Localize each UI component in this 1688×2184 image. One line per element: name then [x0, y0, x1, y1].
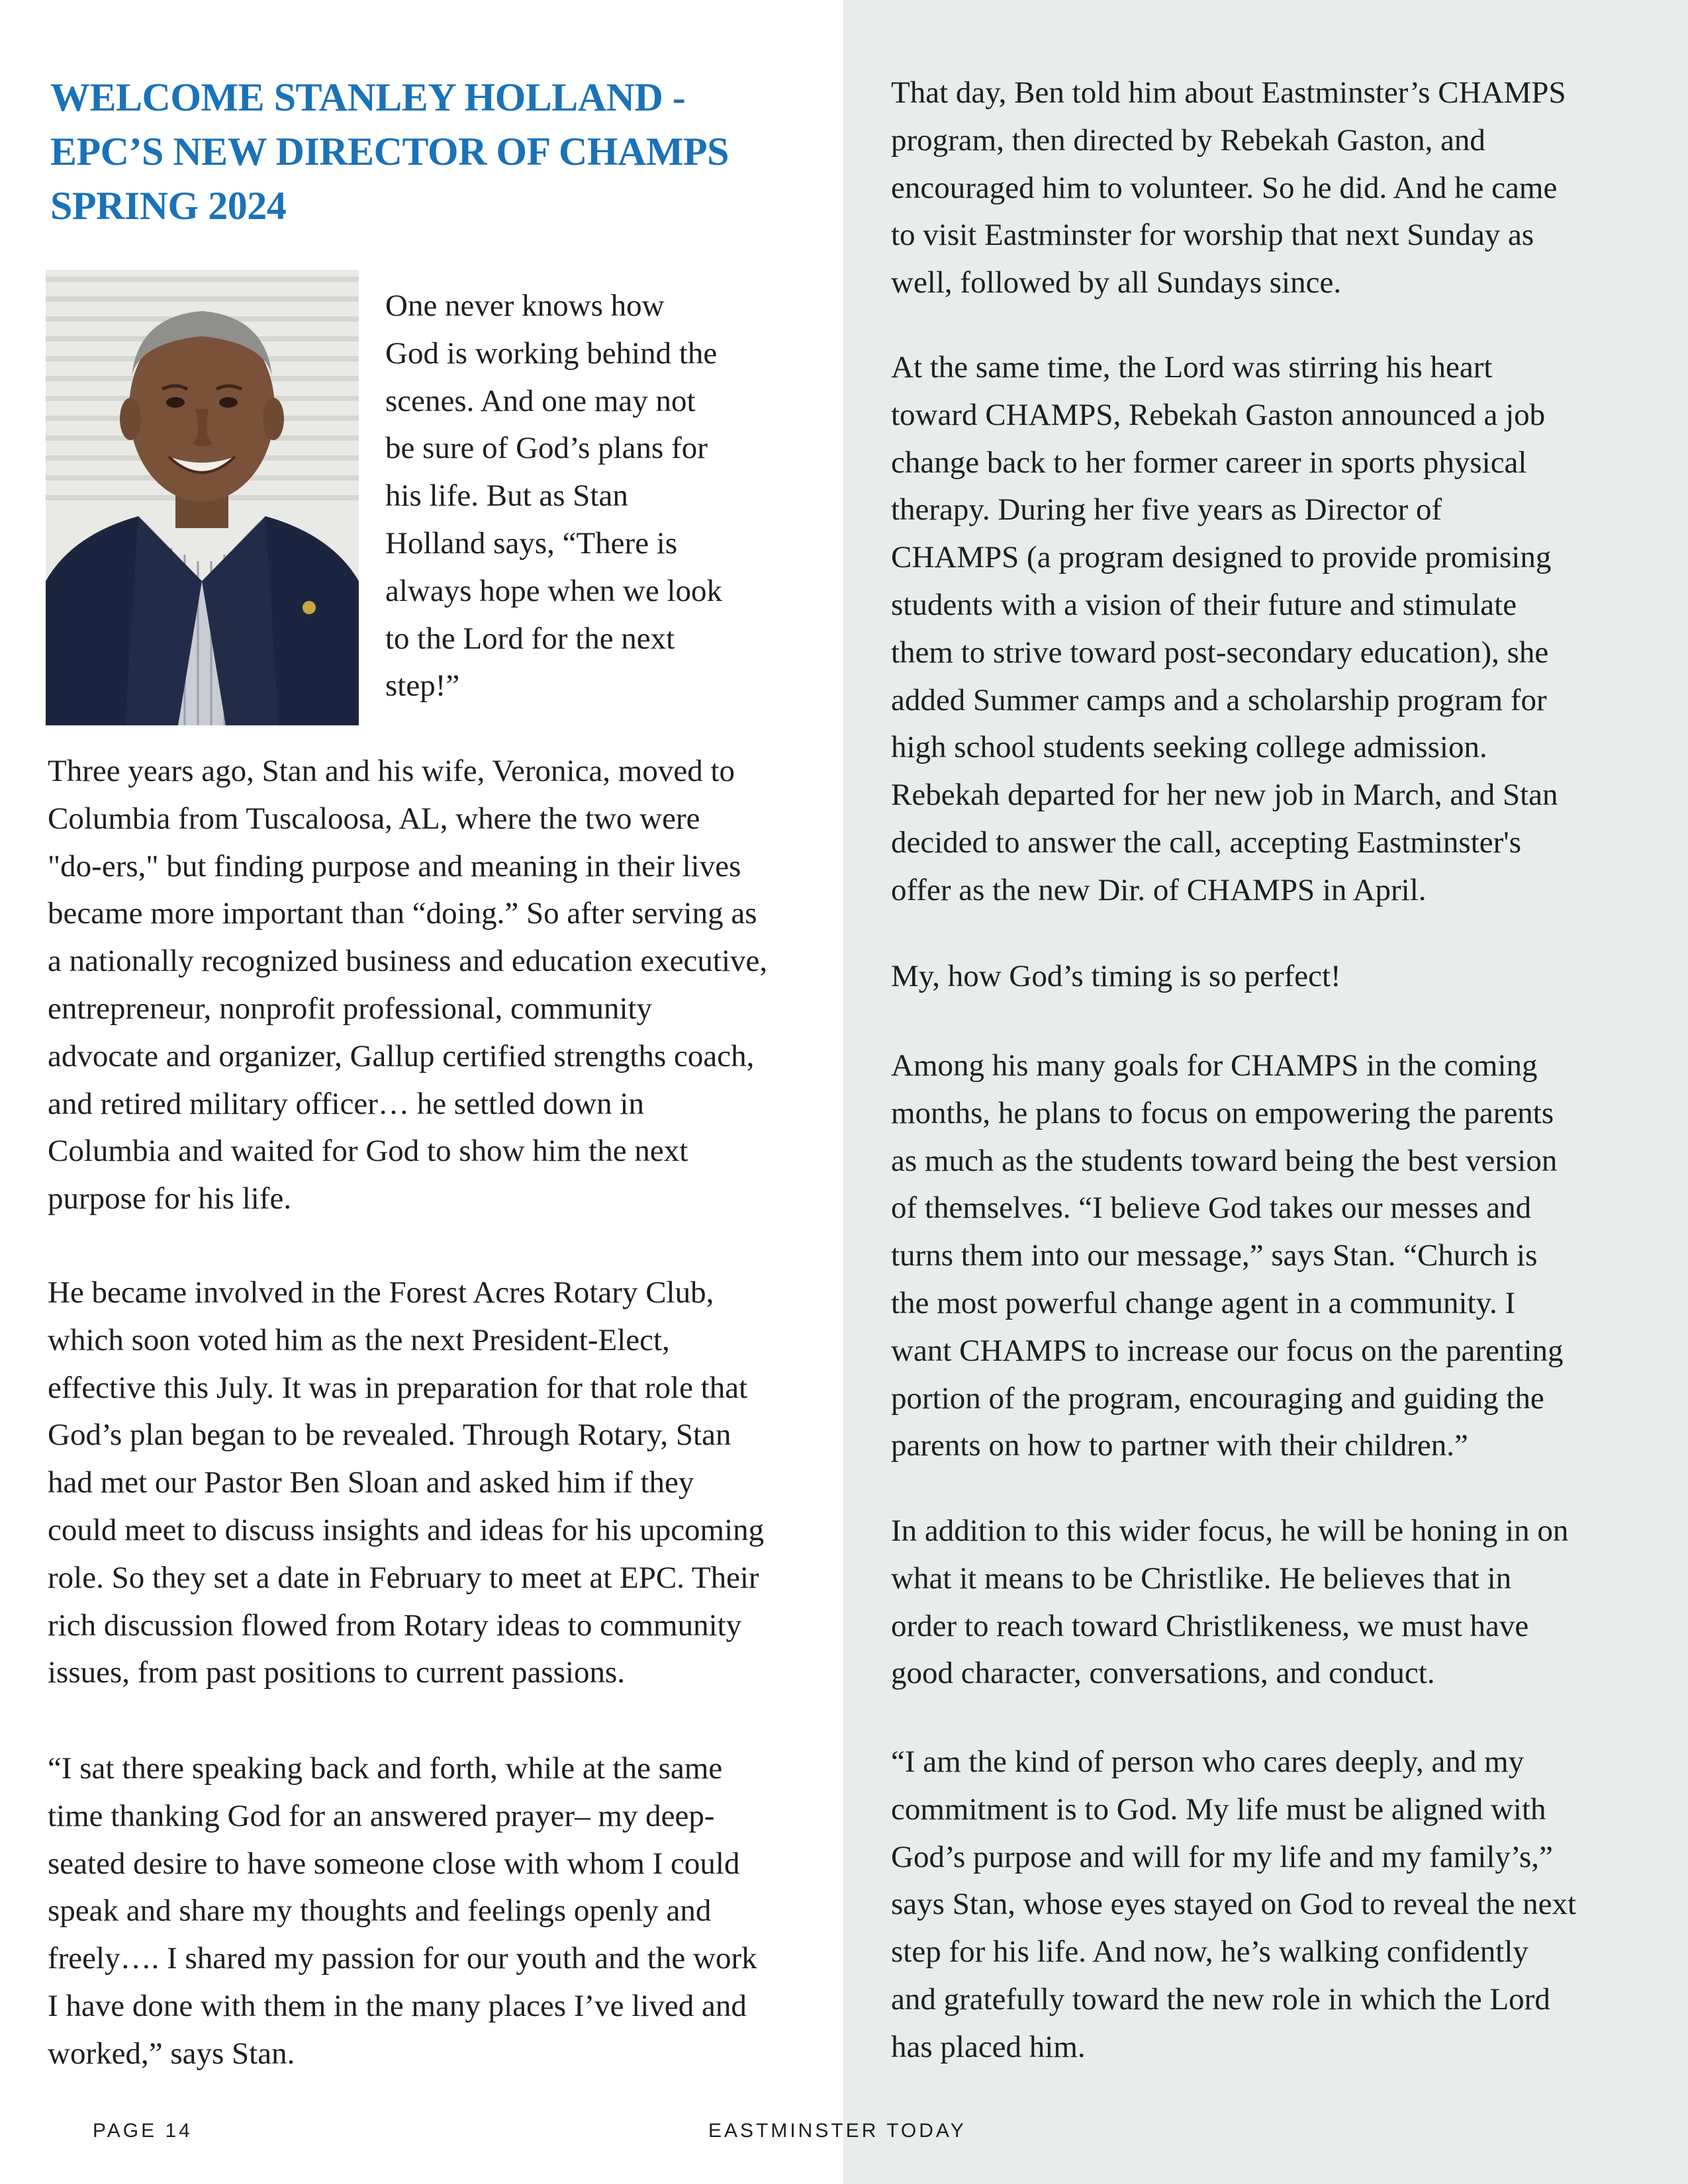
publication-name: EASTMINSTER TODAY: [708, 2120, 966, 2142]
text-line: God is working behind the: [385, 336, 718, 371]
headline-line: SPRING 2024: [50, 184, 287, 228]
text-line: Holland says, “There is: [385, 525, 678, 561]
text-line: worked,” says Stan.: [48, 2036, 295, 2071]
text-line: toward CHAMPS, Rebekah Gaston announced a job: [891, 397, 1546, 432]
text-line: I have done with them in the many places I’ve lived and: [48, 1988, 747, 2023]
text-line: well, followed by all Sundays since.: [891, 265, 1342, 300]
text-line: In addition to this wider focus, he will be honing in on: [891, 1514, 1569, 1548]
text-line: offer as the new Dir. of CHAMPS in April.: [891, 872, 1427, 907]
text-line: Among his many goals for CHAMPS in the coming: [891, 1048, 1538, 1083]
text-line: change back to her former career in sports physical: [891, 445, 1527, 480]
text-line: be sure of God’s plans for: [385, 431, 708, 466]
text-line: Columbia from Tuscaloosa, AL, where the two were: [48, 801, 700, 836]
text-line: scenes. And one may not: [385, 383, 696, 418]
article-headline: [50, 70, 798, 233]
intro-paragraph: [385, 283, 809, 710]
text-line: the most powerful change agent in a community. I: [891, 1285, 1516, 1320]
text-line: order to reach toward Christlikeness, we must have: [891, 1608, 1529, 1643]
paragraph-ben-told-him: [891, 69, 1659, 307]
text-line: what it means to be Christlike. He believes that in: [891, 1561, 1512, 1596]
text-line: step for his life. And now, he’s walking confidently: [891, 1934, 1528, 1970]
text-line: At the same time, the Lord was stirring his heart: [891, 350, 1493, 385]
text-line: of themselves. “I believe God takes our messes and: [891, 1191, 1532, 1226]
text-line: time thanking God for an answered prayer– my deep-: [48, 1798, 715, 1833]
text-line: seated desire to have someone close with whom I could: [48, 1846, 740, 1881]
text-line: freely…. I shared my passion for our youth and the work: [48, 1941, 757, 1976]
text-line: good character, conversations, and conduct.: [891, 1656, 1435, 1691]
text-line: “I am the kind of person who cares deeply, and my: [891, 1745, 1524, 1779]
paragraph-christlike: [891, 1508, 1659, 1698]
text-line: months, he plans to focus on empowering the parents: [891, 1095, 1554, 1130]
text-line: God’s plan began to be revealed. Through Rotary, Stan: [48, 1418, 731, 1453]
page-number: PAGE 14: [93, 2120, 193, 2142]
text-line: to visit Eastminster for worship that next Sunday as: [891, 218, 1534, 253]
text-line: always hope when we look: [385, 573, 723, 608]
paragraph-goals-for-champs: [891, 1042, 1659, 1470]
text-line: them to strive toward post-secondary education), she: [891, 635, 1549, 670]
text-line: added Summer camps and a scholarship program for: [891, 682, 1547, 717]
text-line: could meet to discuss insights and ideas for his upcoming: [48, 1512, 765, 1547]
text-line: portion of the program, encouraging and guiding the: [891, 1381, 1544, 1416]
text-line: therapy. During her five years as Director of: [891, 492, 1442, 527]
text-line: role. So they set a date in February to meet at EPC. Their: [48, 1560, 759, 1595]
text-line: as much as the students toward being the best version: [891, 1143, 1558, 1178]
text-line: and gratefully toward the new role in which the Lord: [891, 1981, 1550, 2017]
text-line: had met our Pastor Ben Sloan and asked him if they: [48, 1465, 694, 1500]
text-line: effective this July. It was in preparation for that role that: [48, 1370, 748, 1405]
text-line: which soon voted him as the next President-Elect,: [48, 1322, 670, 1357]
text-line: his life. But as Stan: [385, 478, 628, 514]
text-line: parents on how to partner with their children.”: [891, 1428, 1468, 1463]
text-line: rich discussion flowed from Rotary ideas to community: [48, 1608, 742, 1643]
text-line: commitment is to God. My life must be aligned with: [891, 1792, 1546, 1827]
text-line: Three years ago, Stan and his wife, Veronica, moved to: [48, 754, 735, 788]
text-line: to the Lord for the next: [385, 621, 675, 656]
paragraph-gods-timing: [891, 953, 1659, 1001]
text-line: “I sat there speaking back and forth, while at the same: [48, 1751, 723, 1786]
text-line: speak and share my thoughts and feelings openly and: [48, 1893, 712, 1929]
headline-line: EPC’S NEW DIRECTOR OF CHAMPS: [50, 130, 729, 173]
text-line: became more important than “doing.” So after serving as: [48, 896, 757, 931]
text-line: issues, from past positions to current passions.: [48, 1655, 626, 1690]
text-line: says Stan, whose eyes stayed on God to reveal the next: [891, 1887, 1577, 1922]
paragraph-quote-answered-prayer: [48, 1745, 809, 2078]
text-line: has placed him.: [891, 2029, 1086, 2064]
text-line: step!”: [385, 668, 460, 704]
text-line: encouraged him to volunteer. So he did. And he came: [891, 170, 1558, 205]
text-line: entrepreneur, nonprofit professional, community: [48, 991, 653, 1026]
text-line: God’s purpose and will for my life and my family’s,”: [891, 1839, 1553, 1874]
text-line: turns them into our message,” says Stan. “Church is: [891, 1238, 1538, 1273]
text-line: decided to answer the call, accepting Eastminster's: [891, 825, 1522, 860]
paragraph-moved-to-columbia: [48, 748, 809, 1223]
paragraph-rebekah-gaston: [891, 344, 1659, 915]
text-line: purpose for his life.: [48, 1181, 292, 1216]
text-line: program, then directed by Rebekah Gaston, and: [891, 122, 1485, 158]
headline-line: WELCOME STANLEY HOLLAND -: [50, 75, 686, 119]
text-line: "do-ers," but finding purpose and meaning in their lives: [48, 848, 741, 884]
text-line: Columbia and waited for God to show him the next: [48, 1134, 688, 1169]
text-line: CHAMPS (a program designed to provide promising: [891, 540, 1552, 575]
text-line: My, how God’s timing is so perfect!: [891, 959, 1341, 993]
text-line: He became involved in the Forest Acres Rotary Club,: [48, 1275, 714, 1310]
text-line: Rebekah departed for her new job in March, and Stan: [891, 778, 1558, 813]
text-line: and retired military officer… he settled down in: [48, 1086, 644, 1121]
text-line: high school students seeking college admission.: [891, 730, 1487, 765]
text-line: students with a vision of their future and stimulate: [891, 587, 1517, 622]
text-line: want CHAMPS to increase our focus on the parenting: [891, 1333, 1564, 1368]
text-line: That day, Ben told him about Eastminster’s CHAMPS: [891, 75, 1566, 110]
text-line: a nationally recognized business and education executive,: [48, 944, 768, 979]
paragraph-rotary-club: [48, 1269, 809, 1697]
paragraph-closing-quote: [891, 1739, 1659, 2071]
text-line: advocate and organizer, Gallup certified strengths coach,: [48, 1038, 755, 1073]
text-line: One never knows how: [385, 289, 665, 323]
portrait-photo: [46, 270, 359, 725]
